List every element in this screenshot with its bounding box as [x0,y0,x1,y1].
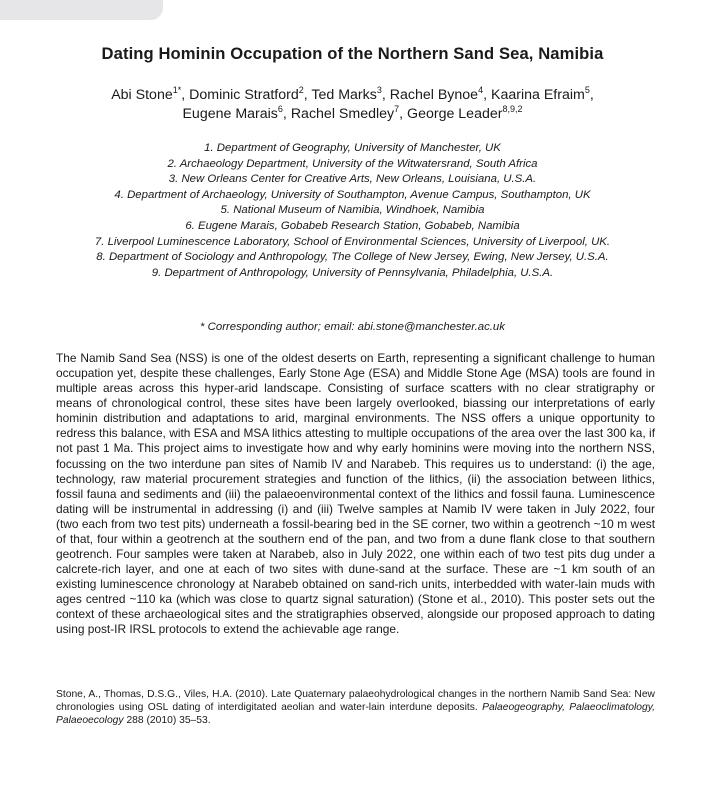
author-name: Rachel Bynoe [389,87,479,103]
affiliation-list [0,141,705,281]
author-name: Rachel Smedley [290,106,395,122]
author-line-1: Abi Stone$^{1*}$, Dominic Stratford$^2$, Ted Marks$^3$, Rachel Bynoe$^4$, Kaarina Efraim$^5$, [111,85,594,103]
author-affil-marker: 2 [298,85,304,95]
reference-details: 288 (2010) 35–53. [126,715,211,727]
author-name: Kaarina Efraim [490,87,585,103]
author-affil-marker: 3 [376,85,382,95]
affiliation-item: 7. Liverpool Luminescence Laboratory, School of Environmental Sciences, University of Liverpool, UK. [94,235,611,248]
affiliation-item: 3. New Orleans Center for Creative Arts, New Orleans, Louisiana, U.S.A. [168,173,537,186]
author-name: Abi Stone [111,87,173,103]
affiliation-item: 6. Eugene Marais, Gobabeb Research Station, Gobabeb, Namibia [185,219,520,232]
author-name: Ted Marks [311,87,377,103]
author-affil-marker: 8,9,2 [502,104,523,114]
affiliation-item: 8. Department of Sociology and Anthropology, The College of New Jersey, Ewing, New Jersey, U.S.A. [96,251,609,264]
reference-journal: Palaeogeography, Palaeoclimatology, Palaeoecology [56,702,655,727]
author-affil-marker: 6 [277,104,283,114]
author-affil-marker: 1* [172,85,182,95]
affiliation-item: 5. National Museum of Namibia, Windhoek, Namibia [220,204,485,217]
screenshot-overlay-tab [0,0,163,20]
author-name: Eugene Marais [182,106,278,122]
affiliation-item: 2. Archaeology Department, University of the Witwatersrand, South Africa [167,157,538,170]
affiliation-item: 1. Department of Geography, University of Manchester, UK [204,142,501,154]
reference-entry [56,688,655,728]
corresponding-author: * Corresponding author; email: abi.stone@manchester.ac.uk [200,321,505,333]
reference-citation: Stone, A., Thomas, D.S.G., Viles, H.A. (2010). Late Quaternary palaeohydrological changes in the northern Namib Sand Sea: New chronologies using OSL dating of interdigitated aeolian and water-lain interdune deposits. [56,689,655,714]
affiliation-item: 9. Department of Anthropology, University of Pennsylvania, Philadelphia, U.S.A. [151,266,554,279]
abstract-paragraph: The Namib Sand Sea (NSS) is one of the oldest deserts on Earth, representing a significant challenge to human occupation yet, despite these challenges, Early Stone Age (ESA) and Middle Stone Age (MSA) tools are found in multiple areas across this hyper-arid landscape. Consisting of surface scatters with no clear stratigraphy or means of chronological control, these sites have been largely overlooked, biassing our interpretations of early hominin distribution and adaptations to arid, marginal environments. The NSS offers a unique opportunity to redress this balance, with ESA and MSA lithics attesting to multiple occupations of the area over the last 300 ka, if not past 1 Ma. This project aims to investigate how and why early hominins were moving into the northern NSS, focussing on the two interdune pan sites of Namib IV and Narabeb. This requires us to understand: (i) the age, technology, raw material procurement strategies and function of the lithics, (ii) the association between lithics, fossil fauna and sediments and (iii) the palaeoenvironmental context of the lithics and fossil fauna. Luminescence dating will be instrumental in addressing (i) and (iii) Twelve samples at Namib IV were taken in July 2022, four (two each from two test pits) underneath a fossil-bearing bed in the SE corner, two within a geotrench ~10 m west of that, four within a geotrench at the southern end of the pan, and two from a dune flank close to that southern geotrench. Four samples were taken at Narabeb, also in July 2022, one within each of two test pits dug under a calcrete-rich layer, and one at each of two sites with dune-sand at the surface. These are ~1 km south of an existing luminescence chronology at Narabeb obtained on sand-rich units, interbedded with water-lain muds with ages centred ~110 ka (which was close to quartz signal saturation) (Stone et al., 2010). This poster sets out the context of these archaeological sites and the stratigraphies observed, alongside our proposed approach to dating using post-IR IRSL protocols to extend the achievable age range. [56,351,655,637]
author-affil-marker: 4 [478,85,484,95]
affiliation-item: 4. Department of Archaeology, University of Southampton, Avenue Campus, Southampton, UK [114,188,591,201]
page-title: Dating Hominin Occupation of the Northern Sand Sea, Namibia [101,44,604,63]
author-name: George Leader [407,106,503,122]
author-affil-marker: 7 [394,104,400,114]
author-line-2: Eugene Marais$^6$, Rachel Smedley$^7$, George Leader$^{8,9,2}$ [182,104,523,122]
author-name: Dominic Stratford [189,87,299,103]
author-list [0,86,705,124]
author-affil-marker: 5 [584,85,590,95]
